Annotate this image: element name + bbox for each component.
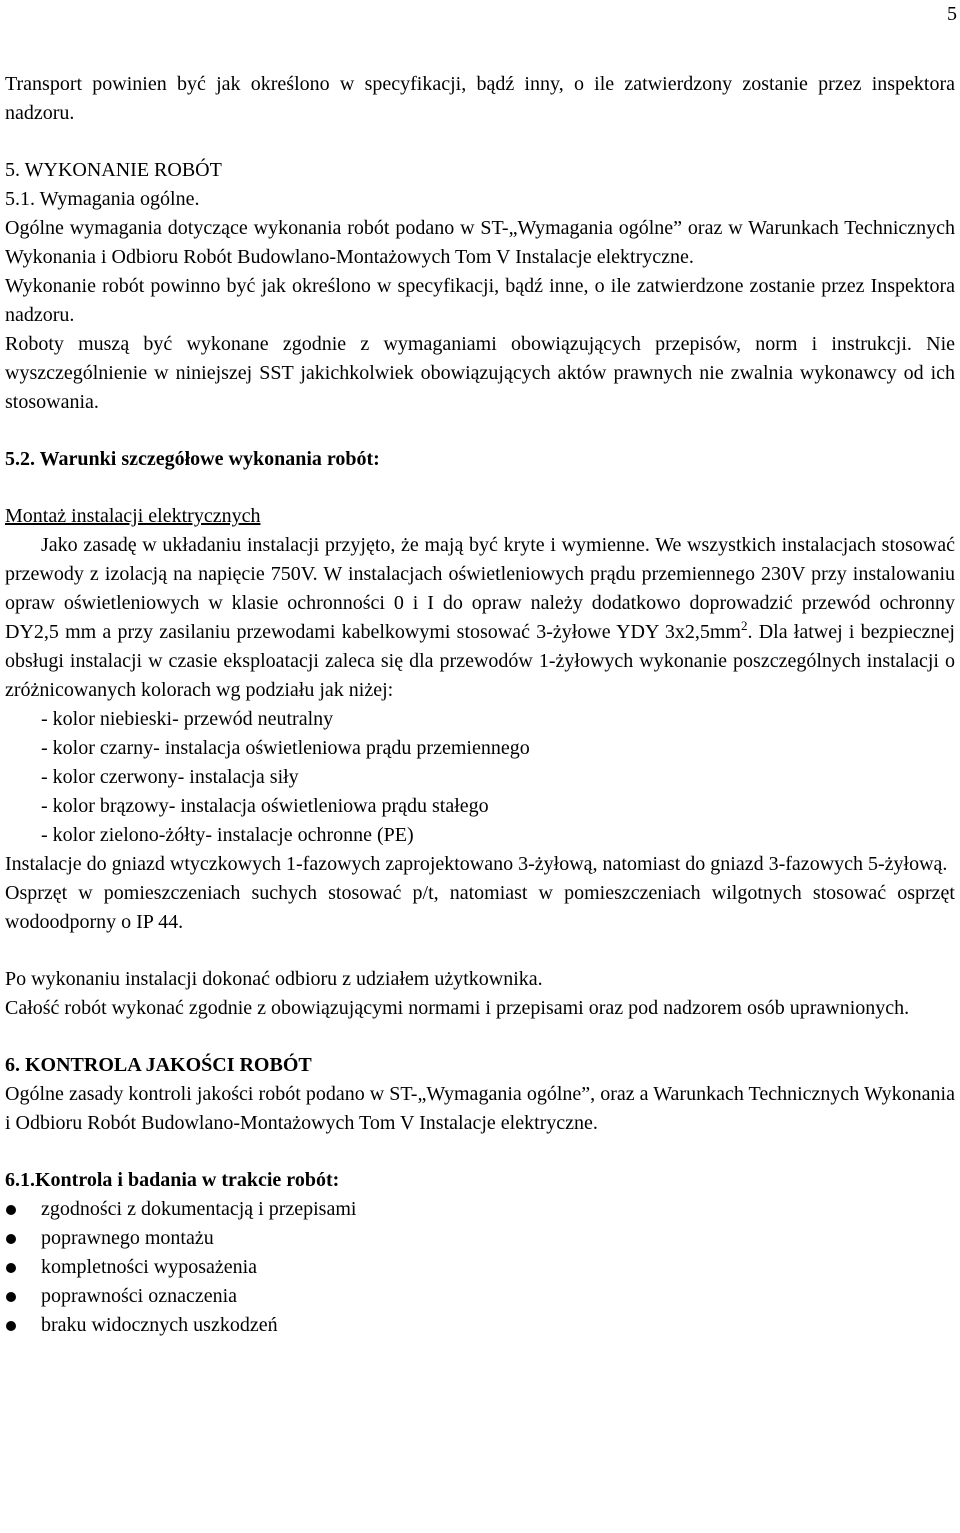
- section-5-1-heading: 5.1. Wymagania ogólne.: [5, 188, 200, 210]
- list-item: - kolor brązowy- instalacja oświetleniowa prądu stałego: [41, 795, 489, 817]
- superscript: 2: [740, 618, 748, 633]
- color-list: [5, 705, 955, 850]
- list-item: - kolor zielono-żółty- instalacje ochronne (PE): [41, 824, 414, 846]
- spacer: [5, 474, 955, 502]
- list-item: poprawnego montażu: [5, 1224, 955, 1253]
- execution-paragraph: Wykonanie robót powinno być jak określono w specyfikacji, bądź inne, o ile zatwierdzone zostanie przez Inspektora nadzoru.: [5, 275, 955, 326]
- installation-heading: Montaż instalacji elektrycznych: [5, 505, 261, 527]
- list-item: - kolor czerwony- instalacja siły: [41, 766, 299, 788]
- supervision-paragraph: Całość robót wykonać zgodnie z obowiązującymi normami i przepisami oraz pod nadzorem osób uprawnionych.: [5, 997, 910, 1019]
- list-item: - kolor czarny- instalacja oświetleniowa prądu przemiennego: [41, 737, 530, 759]
- checks-list: [5, 1195, 955, 1340]
- list-item: braku widocznych uszkodzeń: [5, 1311, 955, 1340]
- list-item: - kolor niebieski- przewód neutralny: [41, 708, 334, 730]
- fittings-paragraph: Osprzęt w pomieszczeniach suchych stosować p/t, natomiast w pomieszczeniach wilgotnych stosować osprzęt wodoodporny o IP 44.: [5, 882, 955, 933]
- list-item: zgodności z dokumentacją i przepisami: [5, 1195, 955, 1224]
- page-number: 5: [947, 3, 957, 25]
- acceptance-paragraph: Po wykonaniu instalacji dokonać odbioru z udziałem użytkownika.: [5, 968, 543, 990]
- document-body: [5, 70, 955, 1340]
- spacer: [5, 417, 955, 445]
- general-requirements-paragraph: Ogólne wymagania dotyczące wykonania robót podano w ST-„Wymagania ogólne” oraz w Warunkach Technicznych Wykonania i Odbioru Robót Budowlano-Montażowych Tom V Instalacje elektryczne.: [5, 217, 955, 268]
- list-item: kompletności wyposażenia: [5, 1253, 955, 1282]
- list-item: poprawności oznaczenia: [5, 1282, 955, 1311]
- sockets-paragraph: Instalacje do gniazd wtyczkowych 1-fazowych zaprojektowano 3-żyłową, natomiast do gniazd 3-fazowych 5-żyłową.: [5, 853, 948, 875]
- quality-control-paragraph: Ogólne zasady kontroli jakości robót podano w ST-„Wymagania ogólne”, oraz a Warunkach Technicznych Wykonania i Odbioru Robót Budowlano-Montażowych Tom V Instalacje elektryczne.: [5, 1083, 955, 1134]
- installation-paragraph: Jako zasadę w układaniu instalacji przyjęto, że mają być kryte i wymienne. We wszystkich instalacjach stosować przewody z izolacją na napięcie 750V. W instalacjach oświetleniowych prądu przemiennego 230V przy instalowaniu opraw oświetleniowych w klasie ochronności 0 i I do opraw należy dodatkowo doprowadzić przewód ochronny DY2,5 mm a przy zasilaniu przewodami kabelkowymi stosować 3-żyłowe YDY $3x2,5mm^2$. Dla łatwej i bezpiecznej obsługi instalacji w czasie eksploatacji zaleca się dla przewodów 1-żyłowych wykonanie poszczególnych instalacji o zróżnicowanych kolorach wg podziału jak niżej:: [5, 534, 955, 701]
- section-5-heading: 5. WYKONANIE ROBÓT: [5, 159, 222, 181]
- spacer: [5, 128, 955, 156]
- transport-paragraph: Transport powinien być jak określono w specyfikacji, bądź inny, o ile zatwierdzony zostanie przez inspektora nadzoru.: [5, 73, 955, 124]
- section-5-2-heading: 5.2. Warunki szczegółowe wykonania robót:: [5, 448, 380, 470]
- section-6-1-heading: 6.1.Kontrola i badania w trakcie robót:: [5, 1169, 340, 1191]
- spacer: [5, 1023, 955, 1051]
- spacer: [5, 937, 955, 965]
- regulations-paragraph: Roboty muszą być wykonane zgodnie z wymaganiami obowiązujących przepisów, norm i instrukcji. Nie wyszczególnienie w niniejszej SST jakichkolwiek obowiązujących aktów prawnych nie zwalnia wykonawcy od ich stosowania.: [5, 333, 955, 413]
- section-6-heading: 6. KONTROLA JAKOŚCI ROBÓT: [5, 1054, 312, 1076]
- spacer: [5, 1138, 955, 1166]
